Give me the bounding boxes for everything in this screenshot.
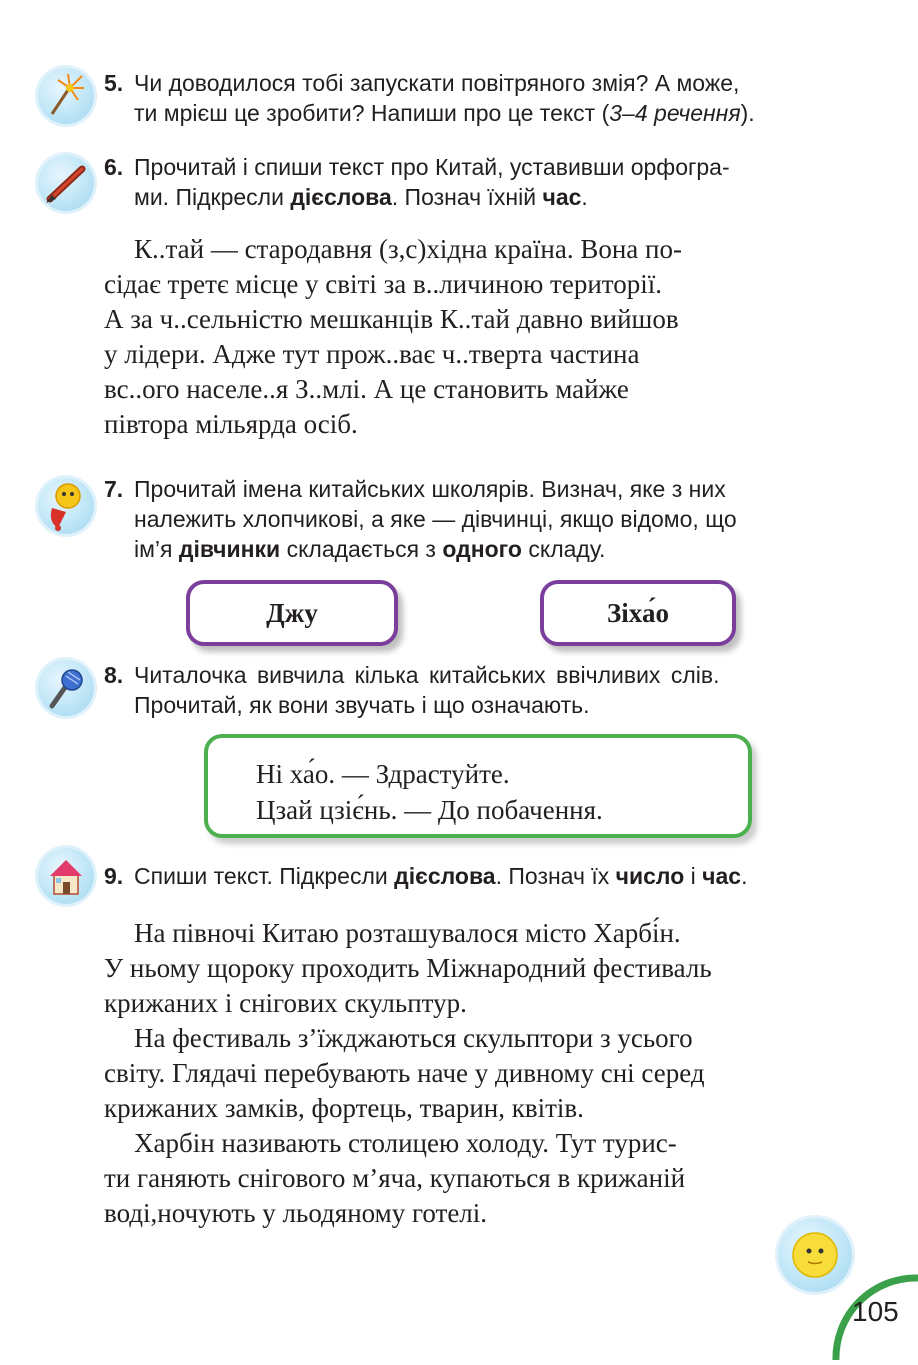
task-6	[104, 152, 848, 212]
keyword-girl: дівчинки	[178, 536, 281, 562]
phrase-goodbye: Цзай цзіє́нь. — До побачення.	[256, 795, 603, 825]
task-9-line1-and: і	[684, 863, 703, 889]
name-zikhao: Зіха́о	[607, 597, 669, 628]
task-6-line2-end: .	[581, 184, 588, 210]
phrase-hello: Ні ха́о. — Здрастуйте.	[256, 759, 510, 789]
task-9	[104, 861, 848, 891]
task-7-line1: Прочитай імена китайських школярів. Визнач, яке з них	[134, 476, 726, 502]
text-line: А за ч..сельністю мешканців К..тай давно вийшов	[104, 304, 679, 334]
microphone-icon	[38, 660, 94, 716]
text-line: воді,ночують у льодяному готелі.	[104, 1198, 488, 1228]
task-8	[104, 660, 848, 720]
task-7	[104, 474, 848, 564]
keyword-verbs: дієслова	[290, 184, 392, 210]
task-number: 7.	[104, 476, 124, 502]
task-6-line2: ми. Підкресли	[134, 184, 291, 210]
task-8-line2: Прочитай, як вони звучать і що означають.	[134, 692, 590, 718]
page-number: 105	[852, 1296, 899, 1327]
task-8-line1: Читалочка вивчила кілька китайських ввічливих слів.	[134, 662, 720, 688]
task-number: 9.	[104, 863, 124, 889]
name-card-dzhu	[186, 580, 398, 646]
keyword-tense: час	[542, 184, 582, 210]
text-line: півтора мільярда осіб.	[104, 409, 358, 439]
task-5-sentence-count: 3–4 речення	[609, 100, 741, 126]
task-9-line1: Спиши текст. Підкресли	[134, 863, 395, 889]
phrases-box	[204, 734, 752, 838]
task-7-line3: ім’я	[134, 536, 179, 562]
task-number: 8.	[104, 662, 124, 688]
text-line: На півночі Китаю розташувалося місто Харбі́н.	[134, 918, 681, 948]
china-text	[104, 232, 846, 442]
text-line: ти ганяють снігового м’яча, купаються в крижаній	[104, 1163, 686, 1193]
keyword-verbs: дієслова	[394, 863, 496, 889]
keyword-one: одного	[442, 536, 522, 562]
task-5-line1: Чи доводилося тобі запускати повітряного змія? А може,	[134, 70, 740, 96]
task-7-line3-mid: складається з	[280, 536, 443, 562]
task-9-line1-mid: . Познач їх	[495, 863, 616, 889]
house-icon	[38, 848, 94, 904]
text-line: крижаних замків, фортець, тварин, квітів.	[104, 1093, 584, 1123]
pen-icon	[38, 155, 94, 211]
text-line: На фестиваль з’їжджаються скульптори з усього	[134, 1023, 693, 1053]
text-line: світу. Глядачі перебувають наче у дивному сні серед	[104, 1058, 705, 1088]
task-9-line1-end: .	[741, 863, 748, 889]
thinking-face-icon	[38, 478, 94, 534]
keyword-tense: час	[702, 863, 742, 889]
keyword-number: число	[615, 863, 685, 889]
text-line: сідає третє місце у світі за в..личиною території.	[104, 269, 662, 299]
task-7-line3-end: складу.	[521, 536, 606, 562]
text-line: вс..ого населе..я З..млі. А це становить майже	[104, 374, 629, 404]
harbin-text	[104, 916, 846, 1231]
name-dzhu: Джу	[266, 597, 318, 628]
task-6-line1: Прочитай і спиши текст про Китай, уставивши орфогра-	[134, 154, 730, 180]
text-line: У ньому щороку проходить Міжнародний фестиваль	[104, 953, 712, 983]
sparkler-icon	[38, 68, 94, 124]
task-5	[104, 68, 848, 128]
task-number: 5.	[104, 70, 124, 96]
task-5-line2-end: ).	[740, 100, 755, 126]
task-5-line2: ти мрієш це зробити? Напиши про це текст (	[134, 100, 610, 126]
text-line: К..тай — стародавня (з,с)хідна країна. Вона по-	[134, 234, 682, 264]
task-6-line2-mid: . Познач їхній	[391, 184, 543, 210]
text-line: у лідери. Адже тут прож..ває ч..тверта частина	[104, 339, 640, 369]
task-7-line2: належить хлопчикові, а яке — дівчинці, якщо відомо, що	[134, 506, 737, 532]
page-number-corner	[828, 1270, 918, 1360]
text-line: Харбін називають столицею холоду. Тут турис-	[134, 1128, 677, 1158]
task-number: 6.	[104, 154, 124, 180]
text-line: крижаних і снігових скульптур.	[104, 988, 467, 1018]
name-card-zikhao	[540, 580, 736, 646]
